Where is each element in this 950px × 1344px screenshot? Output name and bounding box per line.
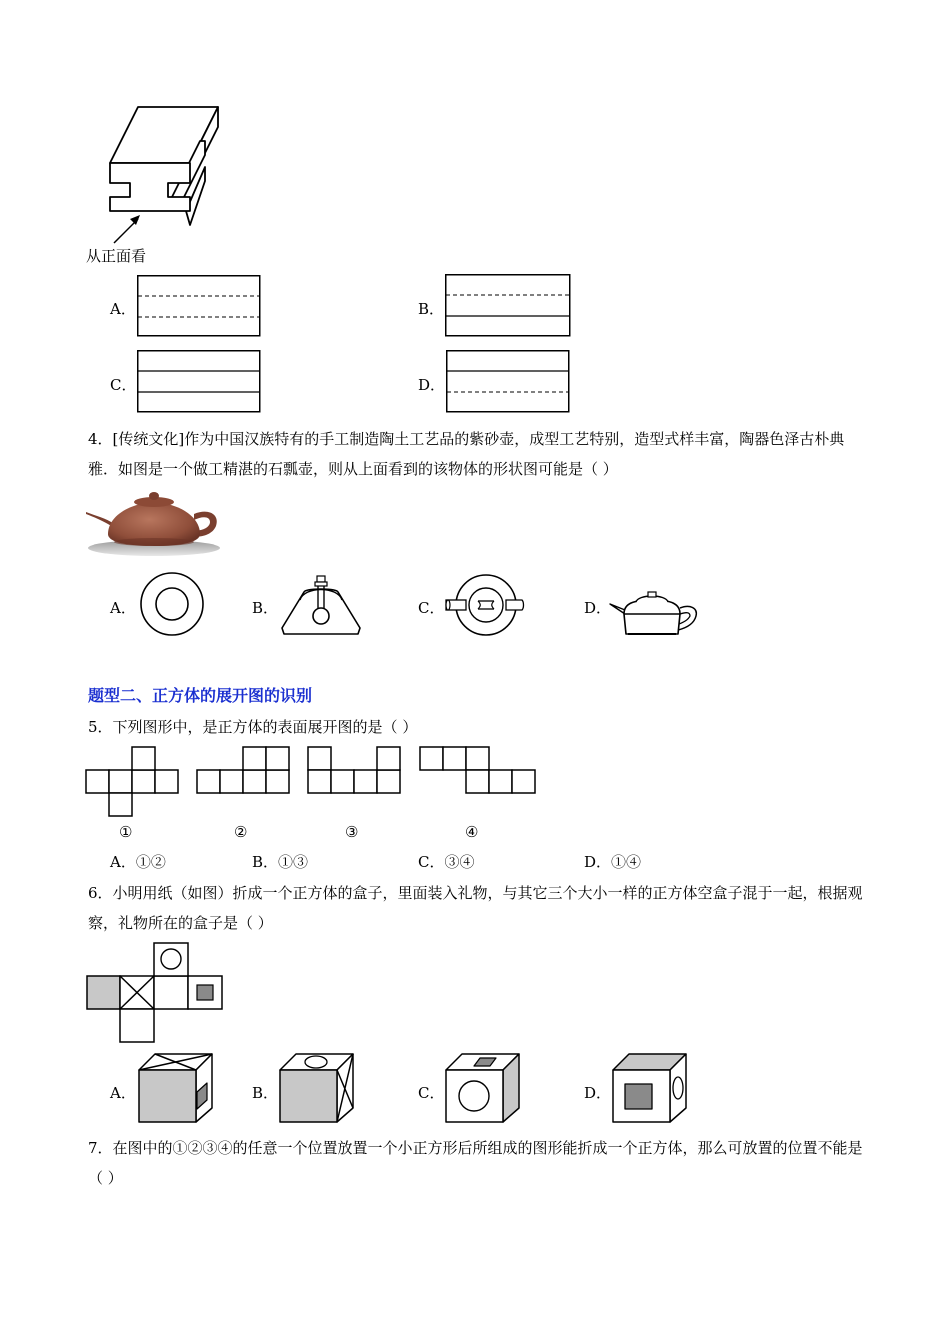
- q4-option-d-figure[interactable]: [610, 590, 698, 640]
- q5-figure-label-3: ③: [345, 823, 359, 841]
- q4-option-c-label[interactable]: C．: [418, 599, 445, 617]
- q5-net-3: [308, 747, 400, 793]
- teapot-photo: [86, 484, 222, 556]
- q5-option-c-value: ③④: [444, 853, 475, 871]
- q5-option-d[interactable]: [584, 851, 641, 872]
- q5-net-4: [420, 747, 535, 793]
- q4-question-text: 4．[传统文化]作为中国汉族特有的手工制造陶土工艺品的紫砂壶，成型工艺特别，造型式样丰富，陶器色泽古朴典雅．如图是一个做工精湛的石瓢壶，则从上面看到的该物体的形状图可能是（ ）: [88, 430, 845, 478]
- q5-net-figures: [86, 745, 546, 821]
- q7-question-text: 7．在图中的①②③④的任意一个位置放置一个小正方形后所组成的图形能折成一个正方体，那么可放置的位置不能是（ ）: [88, 1139, 863, 1187]
- q6-option-a-cube[interactable]: [137, 1052, 215, 1124]
- q6-option-d-label[interactable]: D．: [584, 1084, 612, 1102]
- q4-option-b-label[interactable]: B．: [252, 599, 279, 617]
- q5-option-b[interactable]: [252, 851, 308, 872]
- q6-cube-net: [86, 942, 226, 1046]
- shaded-face: [87, 976, 120, 1009]
- q5-option-c[interactable]: [418, 851, 475, 872]
- q4-option-c-figure[interactable]: [444, 572, 526, 638]
- q5-option-d-value: ①④: [611, 853, 642, 871]
- q3-option-a-label[interactable]: A．: [110, 300, 136, 318]
- q5-net-2: [197, 747, 289, 793]
- q6-option-d-cube[interactable]: [611, 1052, 689, 1124]
- q5-option-a-letter: A．: [110, 853, 136, 871]
- q4-option-a-figure[interactable]: [136, 572, 208, 636]
- q6-option-c-cube[interactable]: [444, 1052, 522, 1124]
- q3-option-b-figure[interactable]: [445, 274, 571, 337]
- q5-figure-label-4: ④: [465, 823, 479, 841]
- section-heading: 题型二、正方体的展开图的识别: [88, 686, 313, 705]
- q6-option-b-label[interactable]: B．: [252, 1084, 279, 1102]
- q3-option-d-figure[interactable]: [446, 350, 570, 413]
- q6-option-b-cube[interactable]: [278, 1052, 356, 1124]
- q6-option-c-label[interactable]: C．: [418, 1084, 445, 1102]
- q5-option-c-letter: C．: [418, 853, 445, 871]
- q4-option-a-label[interactable]: A．: [110, 599, 136, 617]
- q3-option-c-figure[interactable]: [137, 350, 261, 413]
- view-direction-label: 从正面看: [86, 247, 147, 265]
- i-beam-figure: [100, 105, 230, 250]
- q5-option-a-value: ①②: [135, 853, 166, 871]
- q5-figure-label-2: ②: [234, 823, 248, 841]
- q5-option-b-value: ①③: [278, 853, 309, 871]
- q4-option-d-label[interactable]: D．: [584, 599, 612, 617]
- q3-option-b-label[interactable]: B．: [418, 300, 445, 318]
- q5-question-text: 5．下列图形中，是正方体的表面展开图的是（ ）: [88, 718, 418, 736]
- q5-option-a[interactable]: [110, 851, 166, 872]
- q6-question-text: 6．小明用纸（如图）折成一个正方体的盒子，里面装入礼物，与其它三个大小一样的正方体空盒子混于一起，根据观察，礼物所在的盒子是（ ）: [88, 884, 863, 932]
- q3-option-a-figure[interactable]: [137, 275, 261, 337]
- q3-option-d-label[interactable]: D．: [418, 376, 446, 394]
- q5-option-d-letter: D．: [584, 853, 612, 871]
- q4-option-b-figure[interactable]: [280, 572, 362, 638]
- q5-figure-label-1: ①: [119, 823, 133, 841]
- q5-option-b-letter: B．: [252, 853, 279, 871]
- q5-net-1: [86, 747, 178, 816]
- q3-option-c-label[interactable]: C．: [110, 376, 137, 394]
- q6-option-a-label[interactable]: A．: [110, 1084, 136, 1102]
